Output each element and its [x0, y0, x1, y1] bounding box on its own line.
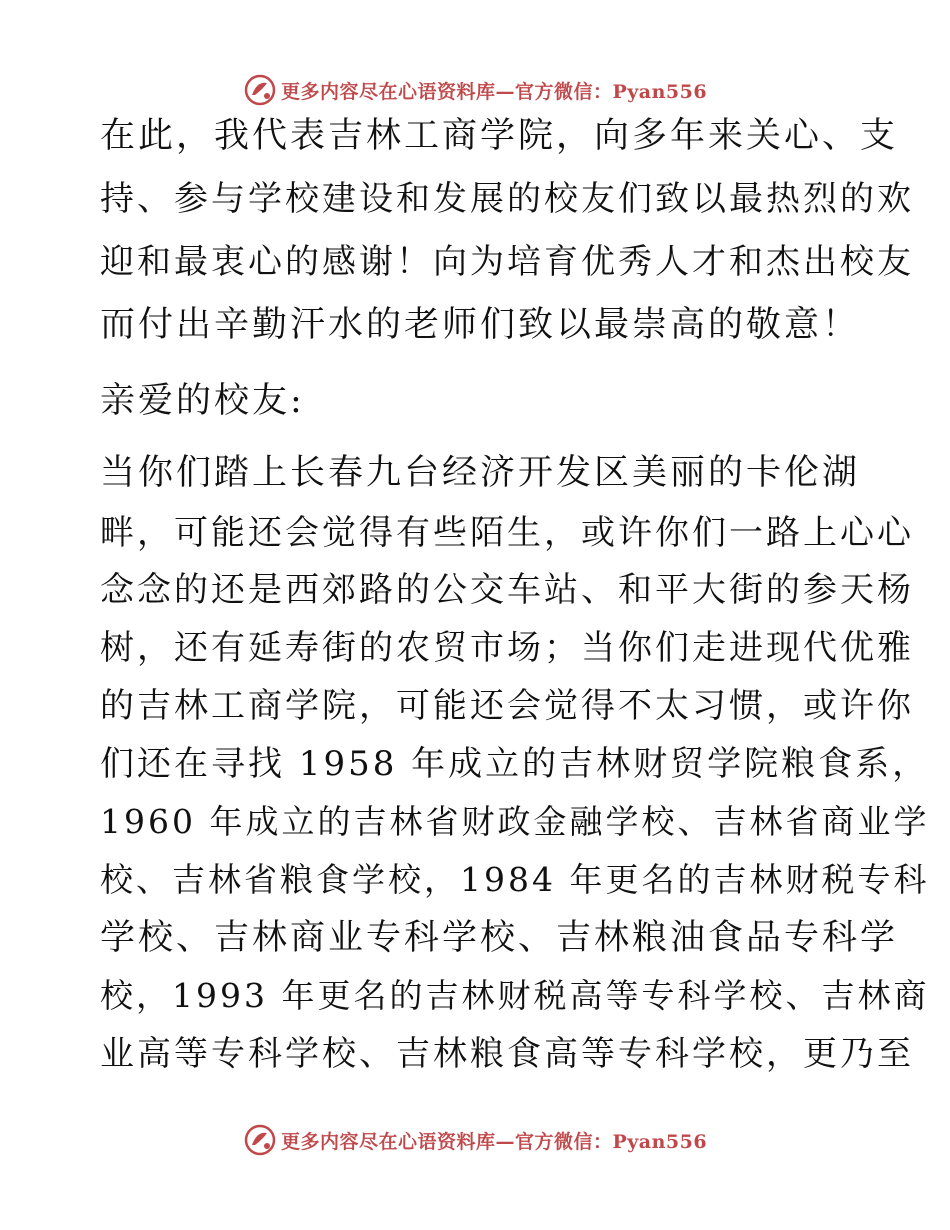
paragraph-line: 树，还有延寿街的农贸市场；当你们走进现代优雅	[100, 628, 914, 668]
paragraph-line: 持、参与学校建设和发展的校友们致以最热烈的欢	[100, 179, 914, 219]
logo-icon	[243, 73, 277, 107]
paragraph-line: 而付出辛勤汗水的老师们致以最崇高的敬意！	[100, 305, 861, 345]
paragraph-line: 学校、吉林商业专科学校、吉林粮油食品专科学	[100, 918, 899, 958]
paragraph-line: 当你们踏上长春九台经济开发区美丽的卡伦湖	[100, 453, 861, 493]
paragraph-line: 迎和最衷心的感谢！向为培育优秀人才和杰出校友	[100, 242, 914, 282]
paragraph-line: 的吉林工商学院，可能还会觉得不太习惯，或许你	[100, 686, 914, 726]
paragraph-line: 在此，我代表吉林工商学院，向多年来关心、支	[100, 116, 899, 156]
header-banner	[0, 70, 950, 110]
paragraph-line: 们还在寻找 1958 年成立的吉林财贸学院粮食系，	[100, 744, 930, 784]
paragraph-line: 畔，可能还会觉得有些陌生，或许你们一路上心心	[100, 513, 914, 553]
paragraph-line: 业高等专科学校、吉林粮食高等专科学校，更乃至	[100, 1034, 914, 1074]
footer-banner	[0, 1120, 950, 1160]
salutation-line: 亲爱的校友:	[100, 381, 305, 421]
paragraph-line: 校、吉林省粮食学校，1984 年更名的吉林财税专科	[100, 860, 930, 899]
paragraph-line: 1960 年成立的吉林省财政金融学校、吉林省商业学	[100, 802, 930, 841]
header-banner-text: 更多内容尽在心语资料库—官方微信：Pyan556	[280, 80, 708, 103]
footer-banner-text: 更多内容尽在心语资料库—官方微信：Pyan556	[280, 1130, 708, 1153]
paragraph-line: 校，1993 年更名的吉林财税高等专科学校、吉林商	[100, 976, 930, 1015]
logo-icon	[243, 1123, 277, 1157]
paragraph-line: 念念的还是西郊路的公交车站、和平大街的参天杨	[100, 570, 914, 610]
